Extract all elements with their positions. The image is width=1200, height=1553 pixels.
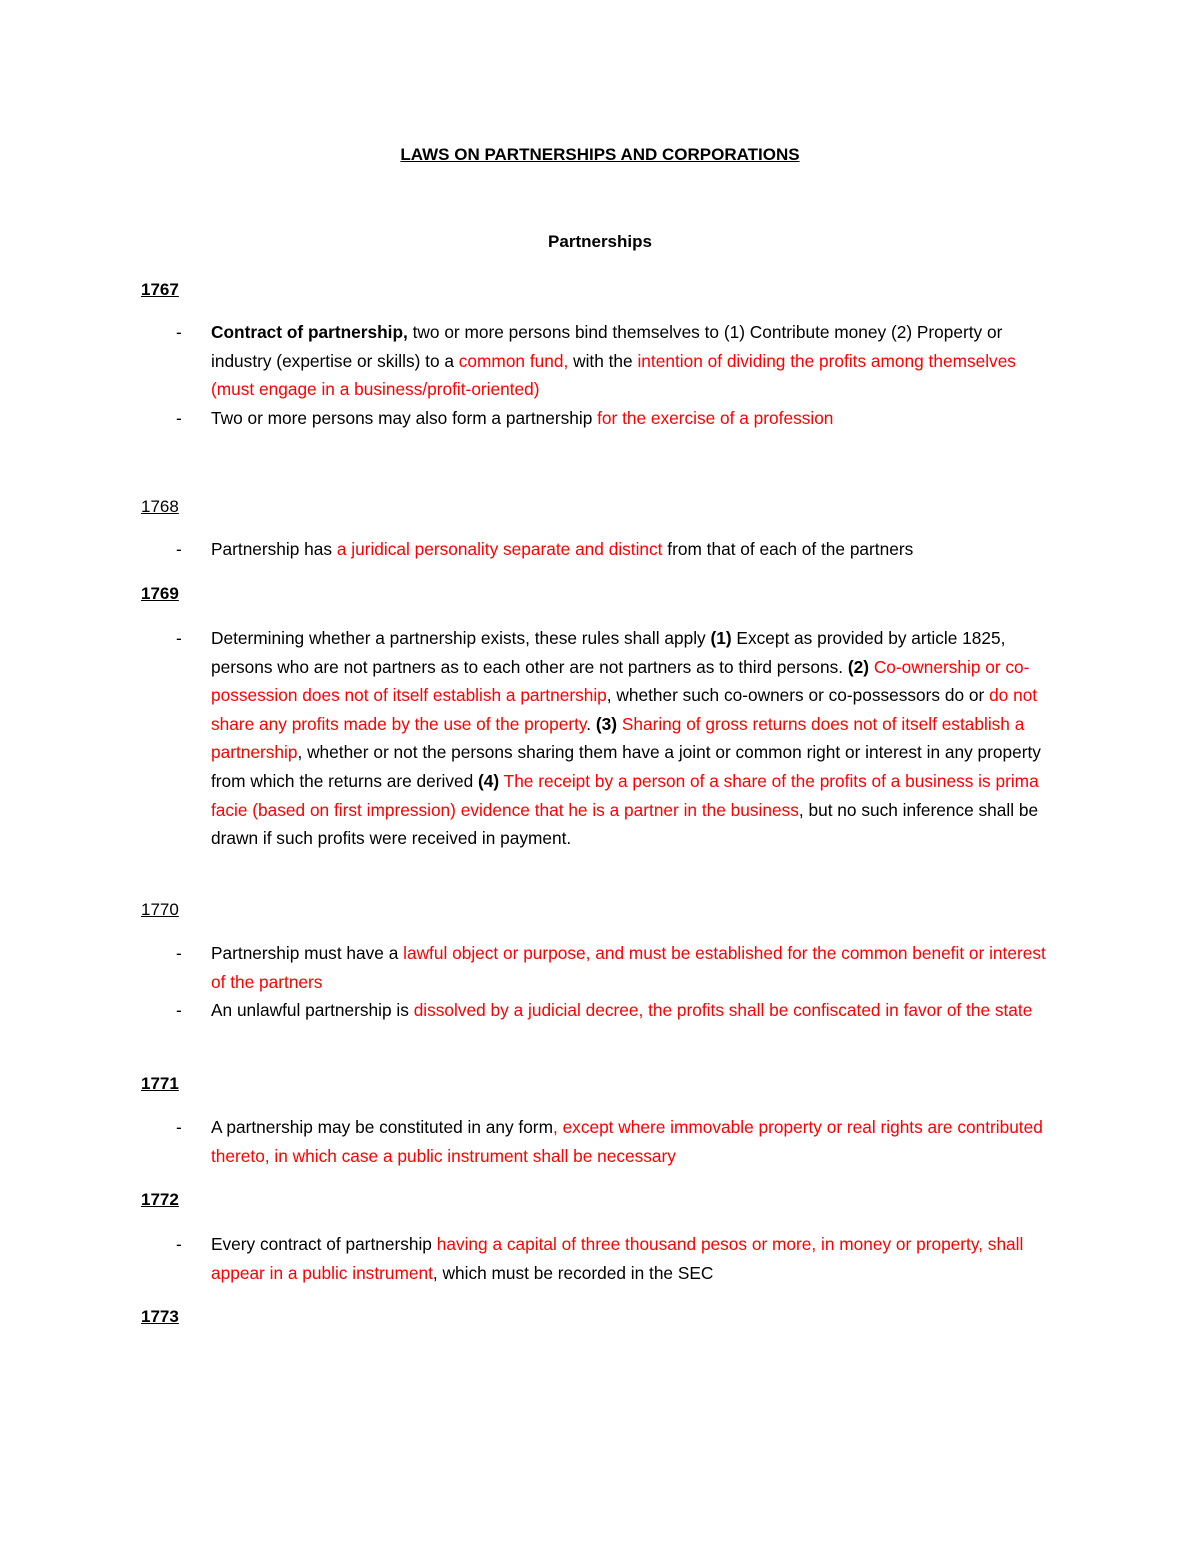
text-run: . [586, 713, 596, 734]
text-run: intention of dividing the profits among themselves (must engage in a business/profit-oriented) [211, 350, 1016, 400]
bullet-dash: - [176, 322, 182, 342]
article-item [0, 404, 1051, 433]
bullet-dash: - [176, 1117, 182, 1137]
article-bullets [0, 535, 1051, 564]
text-run: a juridical personality separate and distinct [336, 539, 663, 559]
text-run: (3) [595, 713, 618, 734]
article-bullets [0, 318, 1051, 432]
text-run: lawful object or purpose, and must be established for the common benefit or interest of the partners [211, 943, 1046, 992]
text-run: Except as provided by article 1825, persons who are not partners as to each other are not partners as to third persons. [211, 628, 1006, 677]
article-bullets [0, 939, 1051, 1025]
text-run: Contract of partnership, [211, 322, 408, 342]
article-item [0, 535, 1051, 564]
text-run: , but no such inference shall be drawn if such profits were received in payment. [211, 799, 1039, 849]
article-number: 1773 [141, 1307, 179, 1326]
text-run: Co-ownership or co-possession does not of itself establish a partnership [211, 656, 1030, 706]
bullet-dash: - [176, 943, 182, 963]
article-item [0, 318, 1051, 404]
text-run: An unlawful partnership is [211, 1000, 414, 1021]
text-run: , except where immovable property or real rights are contributed thereto, in which case a public instrument shall be necessary [211, 1117, 1043, 1166]
article-item [0, 1230, 1051, 1287]
text-run: , whether or not the persons sharing them have a joint or common right or interest in any property from which the returns are derived [211, 742, 1041, 791]
bullet-dash: - [176, 1234, 182, 1254]
article-item [0, 939, 1051, 996]
article-number: 1767 [141, 280, 179, 299]
bullet-dash: - [176, 1000, 182, 1021]
text-run: Two or more persons may also form a partnership [211, 407, 598, 428]
text-run: A partnership may be constituted in any form [211, 1117, 553, 1137]
text-run: do not share any profits made by the use of the property [211, 685, 1038, 734]
text-run: from that of each of the partners [662, 539, 914, 559]
article-number: 1770 [141, 900, 179, 919]
text-run: common fund, [458, 350, 569, 371]
text-run: two or more persons bind themselves to (1) Contribute money (2) Property or industry (expertise or skills) to a [211, 322, 1003, 371]
article-bullets [0, 624, 1051, 853]
text-run: Sharing of gross returns does not of itself establish a partnership [211, 713, 1025, 763]
text-run: with the [568, 350, 638, 371]
text-run: (4) [478, 770, 500, 791]
article-number: 1772 [141, 1190, 179, 1209]
bullet-dash: - [176, 539, 182, 559]
text-run: , whether such co-owners or co-possessors do or [606, 685, 990, 706]
bullet-dash: - [176, 628, 182, 648]
article-number: 1769 [141, 584, 179, 603]
text-run: Every contract of partnership [211, 1234, 437, 1254]
article-item [0, 1113, 1051, 1170]
article-bullets [0, 1230, 1051, 1287]
article-item [0, 624, 1051, 853]
section-title: Partnerships [548, 232, 652, 251]
text-run: Partnership must have a [211, 943, 404, 963]
article-bullets [0, 1113, 1051, 1170]
article-item [0, 996, 1051, 1025]
text-run: (2) [847, 656, 870, 677]
text-run: Partnership has [211, 539, 337, 559]
bullet-dash: - [176, 407, 182, 428]
text-run: for the exercise of a profession [597, 407, 834, 428]
text-run: , which must be recorded in the SEC [432, 1262, 714, 1283]
article-number: 1771 [141, 1074, 179, 1093]
text-run: The receipt by a person of a share of the profits of a business is prima facie (based on first impression) evidence that he is a partner in the business [211, 770, 1039, 820]
document-title: LAWS ON PARTNERSHIPS AND CORPORATIONS [400, 145, 800, 164]
article-number: 1768 [141, 497, 179, 516]
text-run: having a capital of three thousand pesos or more, in money or property, shall appear in a public instrument [211, 1234, 1024, 1283]
text-run: (1) [710, 628, 732, 648]
text-run: dissolved by a judicial decree, the profits shall be confiscated in favor of the state [413, 1000, 1033, 1021]
text-run: Determining whether a partnership exists, these rules shall apply [211, 628, 711, 648]
